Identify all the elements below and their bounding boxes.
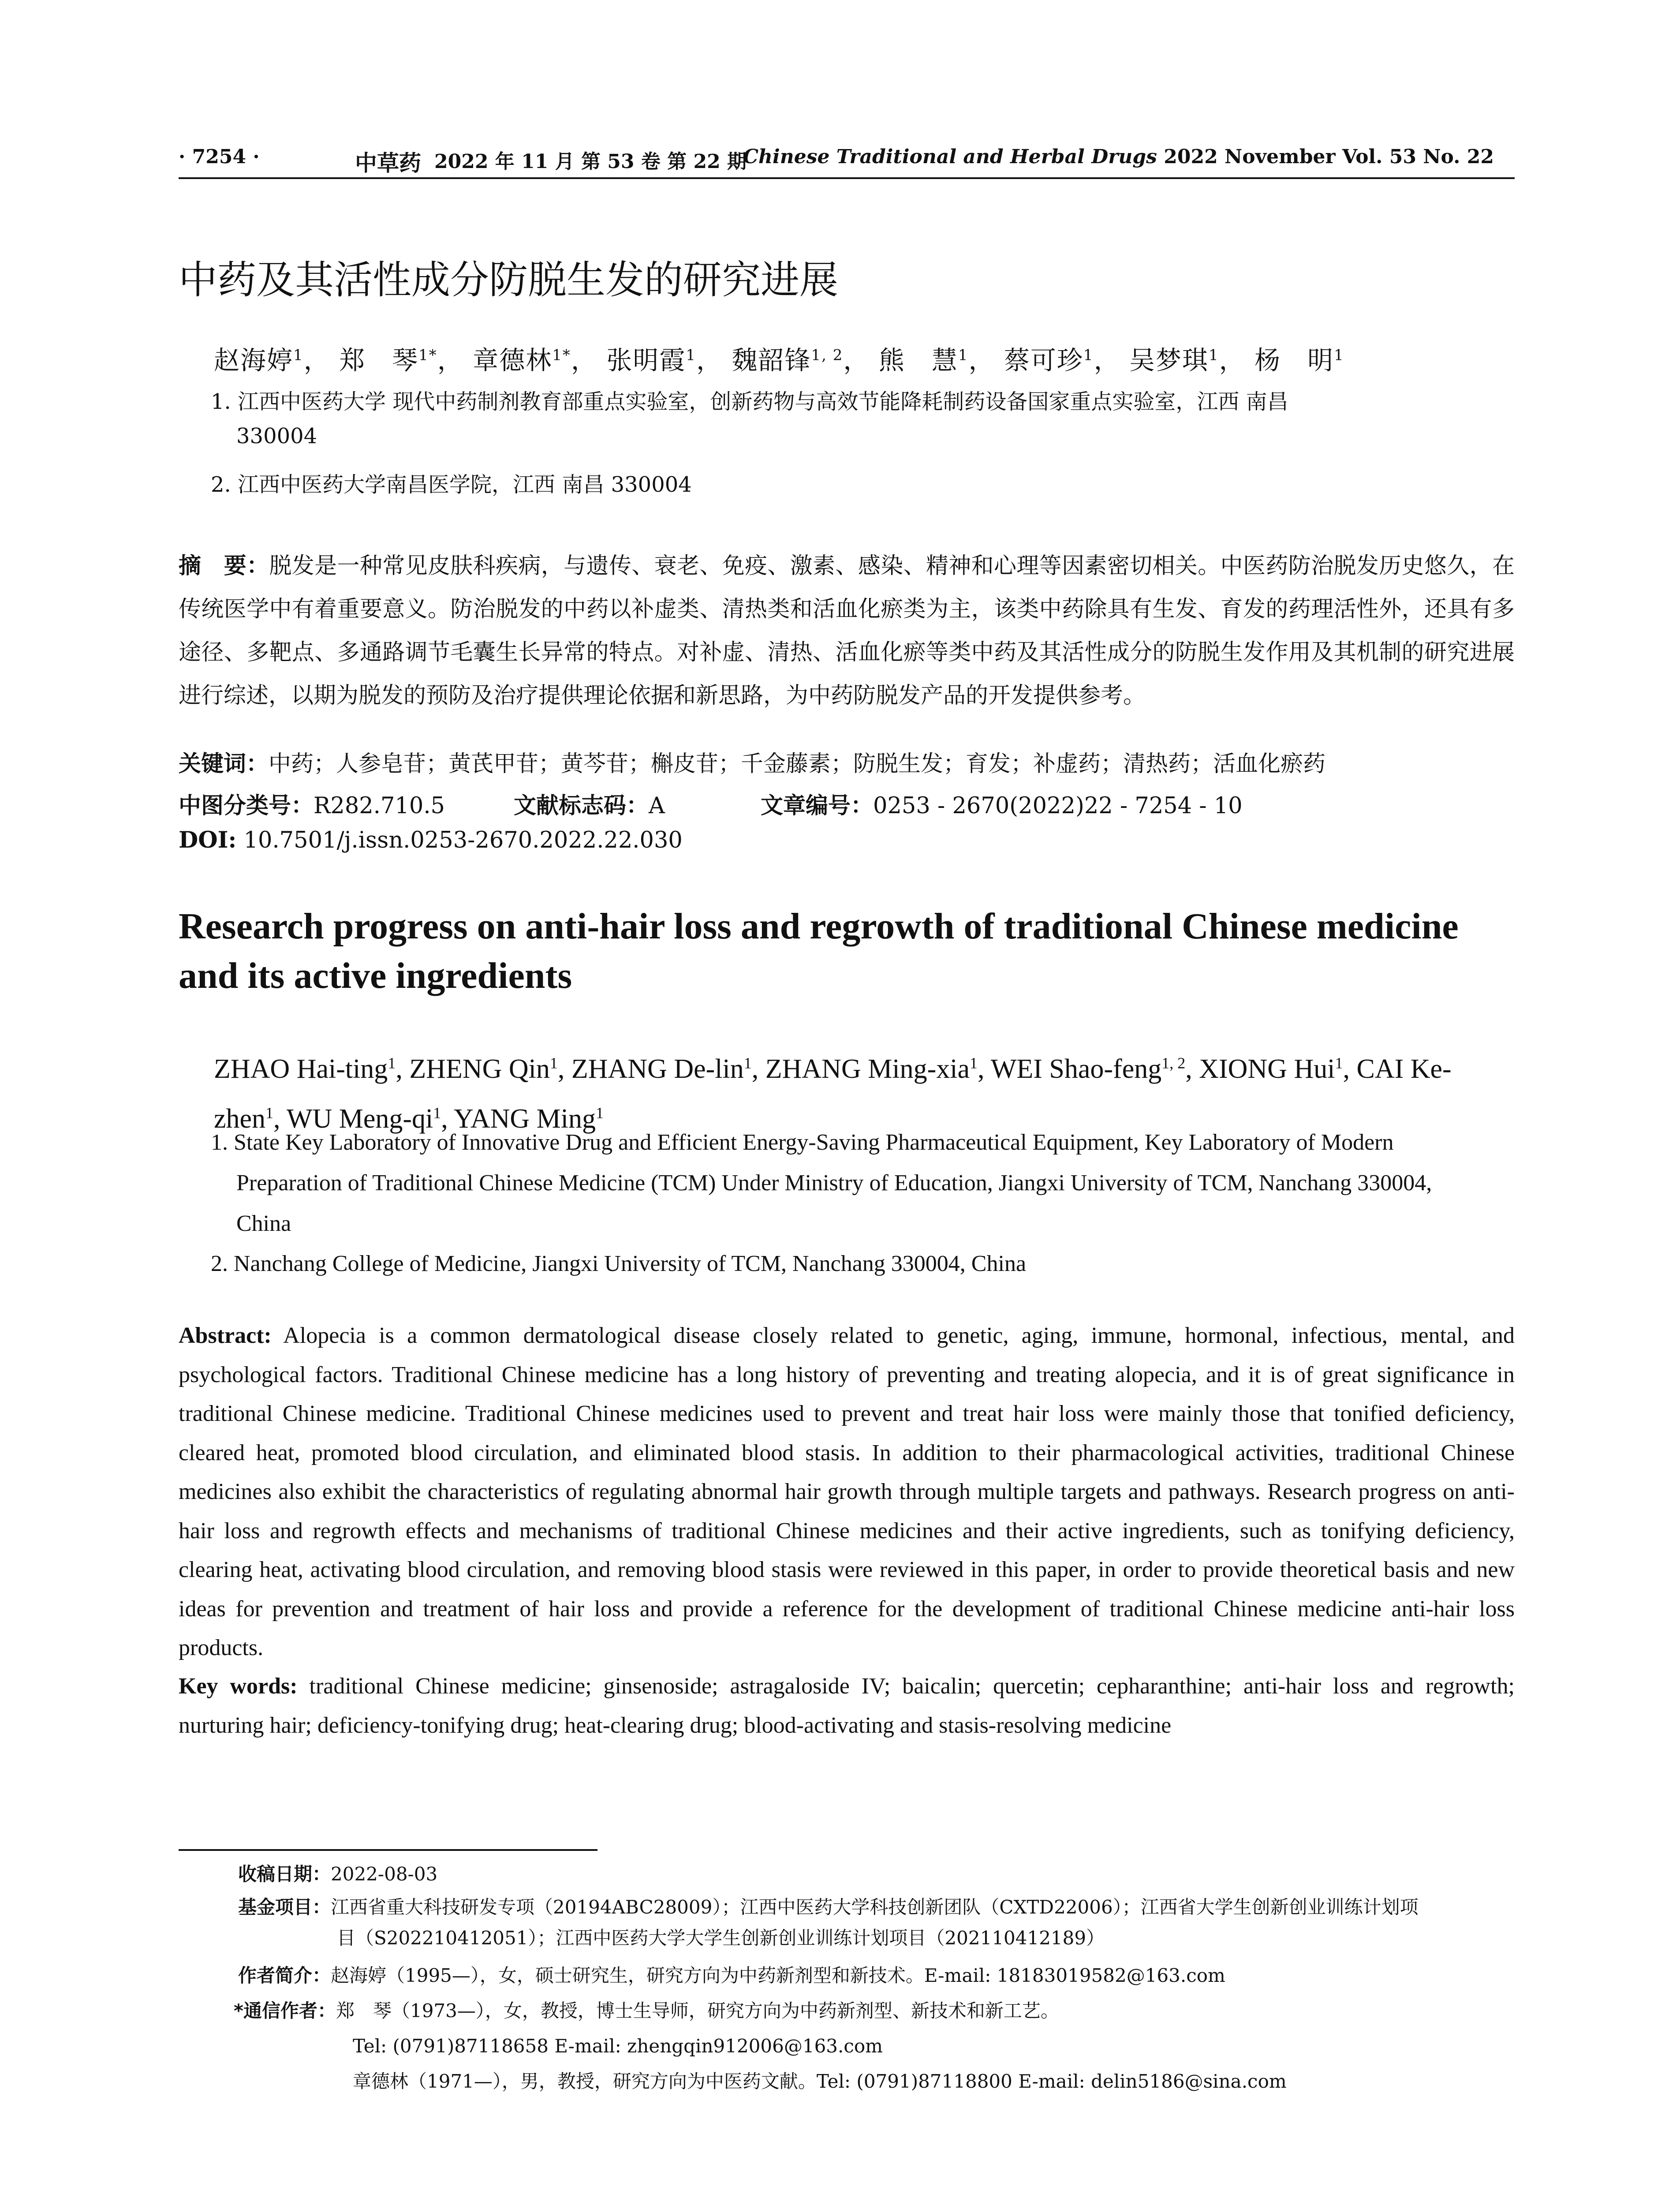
footnote-rule	[179, 1849, 597, 1851]
doi: DOI: 10.7501/j.issn.0253-2670.2022.22.030	[179, 827, 683, 853]
keywords-en: Key words: traditional Chinese medicine; ginsenoside; astragaloside IV; baicalin; quercetin; cepharanthine; anti-hair loss and regrowth; nurturing hair; deficiency-tonifying drug; heat-clearing drug; blood-activating and stasis-resolving medicine	[179, 1674, 1515, 1738]
footnote-corresponding-2: 章德林（1971—），男，教授，研究方向为中医药文献。Tel: (0791)87118800 E-mail: delin5186@sina.com	[353, 2070, 1287, 2092]
author-en: ZHAO Hai-ting$^1$,	[214, 1054, 410, 1084]
footnote-received: 收稿日期：2022-08-03	[238, 1863, 438, 1885]
authors-cn	[214, 340, 1344, 377]
author-en: WU Meng-$qi^1$,	[286, 1104, 454, 1134]
affiliation-cn-2: 2. 江西中医药大学南昌医学院，江西 南昌 330004	[211, 472, 692, 497]
author-cn: 熊 慧$^1$，	[878, 345, 995, 375]
affiliation-en-2: 2. Nanchang College of Medicine, Jiangxi University of TCM, Nanchang 330004, China	[211, 1251, 1027, 1276]
footnote-author-bio: 作者简介：赵海婷（1995—），女，硕士研究生，研究方向为中药新剂型和新技术。E-mail: 18183019582@163.com	[238, 1965, 1225, 1986]
page-number: · 7254 ·	[179, 146, 260, 168]
footnote-corresponding: *通信作者：郑 琴（1973—），女，教授，博士生导师，研究方向为中药新剂型、新技术和新工艺。	[234, 2000, 1059, 2022]
author-cn: 吴梦琪$^1$，	[1129, 345, 1246, 375]
author-en: ZHANG De-lin$^1$,	[571, 1054, 765, 1084]
footnote-corresponding-contact: Tel: (0791)87118658 E-mail: zhengqin912006@163.com	[353, 2035, 883, 2057]
title-cn: 中药及其活性成分防脱生发的研究进展	[179, 257, 839, 303]
author-cn: 郑 琴$^{1*}$，	[339, 345, 464, 375]
author-cn: 章德林$^{1*}$，	[473, 345, 597, 375]
author-en: WEI Shao-feng$^{1, 2}$,	[990, 1054, 1199, 1084]
author-cn: 蔡可珍$^1$，	[1004, 345, 1120, 375]
author-cn: 张明霞$^1$，	[606, 345, 723, 375]
keywords-cn: 关键词：中药；人参皂苷；黄芪甲苷；黄芩苷；槲皮苷；千金藤素；防脱生发；育发；补虚药；清热药；活血化瘀药	[179, 751, 1326, 777]
author-cn: 杨 明$^1$	[1254, 345, 1344, 375]
affiliation-en-1: 1. State Key Laboratory of Innovative Drug and Efficient Energy-Saving Pharmaceutical Equipment, Key Laboratory of Modern Preparation of Traditional Chinese Medicine (TCM) Under Ministry of Education, Jiangxi University of TCM, Nanchang 330004, China	[211, 1130, 1432, 1236]
journal-logo-cn: 中草药	[355, 150, 421, 176]
header-rule	[179, 177, 1515, 179]
journal-name-en: Chinese Traditional and Herbal Drugs 2022 November Vol. 53 No. 22	[743, 146, 1494, 168]
abstract-text-cn: 脱发是一种常见皮肤科疾病，与遗传、衰老、免疫、激素、感染、精神和心理等因素密切相关。中医药防治脱发历史悠久，在传统医学中有着重要意义。防治脱发的中药以补虚类、清热类和活血化瘀类为主，该类中药除具有生发、育发的药理活性外，还具有多途径、多靶点、多通路调节毛囊生长异常的特点。对补虚、清热、活血化瘀等类中药及其活性成分的防脱生发作用及其机制的研究进展进行综述，以期为脱发的预防及治疗提供理论依据和新思路，为中药防脱发产品的开发提供参考。	[179, 553, 1515, 709]
affiliation-cn-1: 1. 江西中医药大学 现代中药制剂教育部重点实验室，创新药物与高效节能降耗制药设备国家重点实验室，江西 南昌 330004	[211, 389, 1288, 448]
author-en: XIONG Hui$^1$,	[1199, 1054, 1357, 1084]
issue-cn: 2022 年 11 月 第 53 卷 第 22 期	[434, 150, 747, 173]
abstract-label-en: Abstract:	[179, 1323, 272, 1348]
title-en: Research progress on anti-hair loss and regrowth of traditional Chinese medicine and its active ingredients	[179, 906, 1459, 996]
author-cn: 魏韶锋$^{1, 2}$，	[732, 345, 870, 375]
author-en: ZHENG Qin$^1$,	[409, 1054, 571, 1084]
abstract-label-cn: 摘 要：	[179, 553, 269, 579]
abstract-en	[179, 1316, 1515, 1668]
author-en: YANG Ming$^1$	[453, 1104, 604, 1134]
footnote-fund: 基金项目：江西省重大科技研发专项（20194ABC28009）；江西中医药大学科技创新团队（CXTD22006）；江西省大学生创新创业训练计划项 目（S202210412051）；江西中医药大学大学生创新创业训练计划项目（202110412189）	[238, 1896, 1419, 1949]
abstract-text-en: Alopecia is a common dermatological disease closely related to genetic, aging, immune, hormonal, infectious, mental, and psychological factors. Traditional Chinese medicine has a long history of preventing and treating alopecia, and it is of great significance in traditional Chinese medicine. Traditional Chinese medicines used to prevent and treat hair loss were mainly those that tonified deficiency, cleared heat, promoted blood circulation, and eliminated blood stasis. In addition to their pharmacological activities, traditional Chinese medicines also exhibit the characteristics of regulating abnormal hair growth through multiple targets and pathways. Research progress on anti-hair loss and regrowth effects and mechanisms of traditional Chinese medicines and their active ingredients, such as tonifying deficiency, clearing heat, activating blood circulation, and removing blood stasis were reviewed in this paper, in order to provide theoretical basis and new ideas for prevention and treatment of hair loss and provide a reference for the development of traditional Chinese medicine anti-hair loss products.	[179, 1323, 1515, 1660]
author-en: CAI Ke-zhen$^1$,	[214, 1054, 1452, 1134]
abstract-cn	[179, 545, 1515, 718]
author-cn: 赵海婷$^1$，	[214, 345, 330, 375]
author-en: ZHANG Ming-xia$^1$,	[765, 1054, 991, 1084]
